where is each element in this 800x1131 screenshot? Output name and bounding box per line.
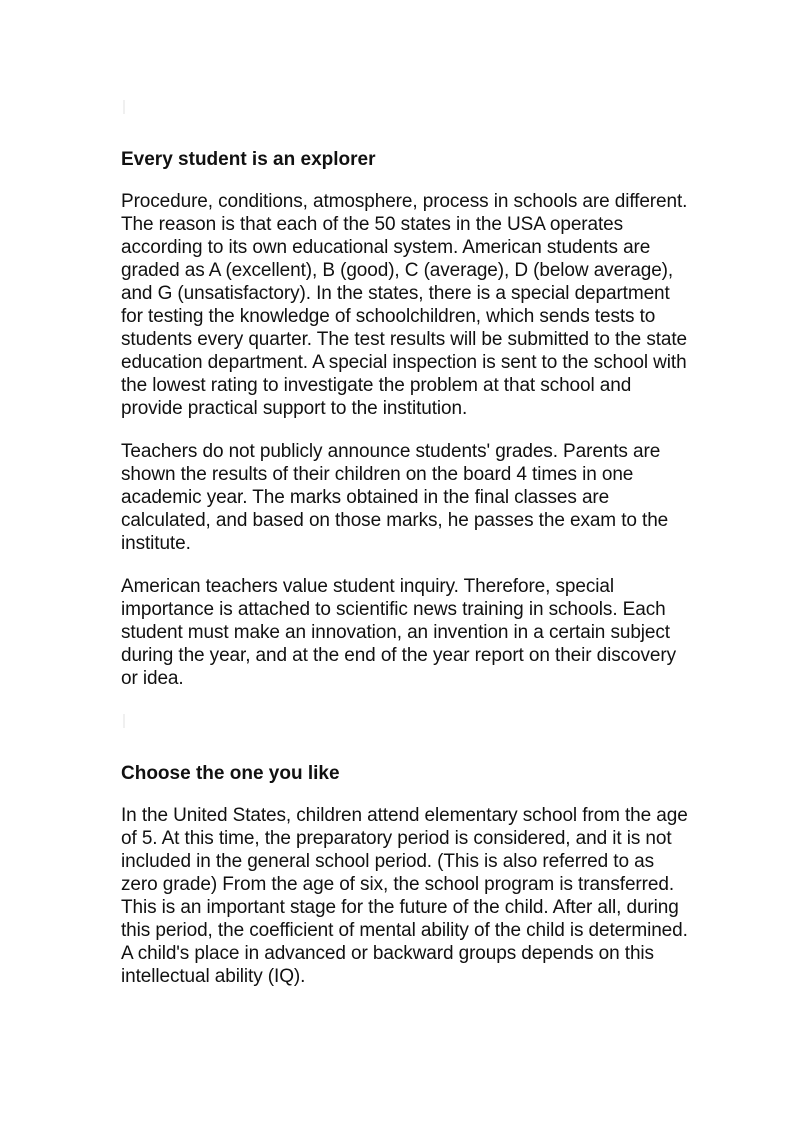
paragraph: In the United States, children attend elementary school from the age of 5. At this time, the preparatory period is considered, and it is not included in the general school period. (This is also referred to as zero grade) From the age of six, the school program is transferred. This is an important stage for the future of the child. After all, during this period, the coefficient of mental ability of the child is determined. A child's place in advanced or backward groups depends on this intellectual ability (IQ).: [121, 805, 688, 987]
section-heading-explorer: Every student is an explorer: [121, 149, 376, 170]
blank-line-marker: [123, 100, 125, 114]
paragraph: American teachers value student inquiry. Therefore, special importance is attached to scientific news training in schools. Each student must make an innovation, an invention in a certain subject during the year, and at the end of the year report on their discovery or idea.: [121, 576, 677, 689]
paragraph: Teachers do not publicly announce students' grades. Parents are shown the results of their children on the board 4 times in one academic year. The marks obtained in the final classes are calculated, and based on those marks, he passes the exam to the institute.: [121, 441, 669, 554]
paragraph: Procedure, conditions, atmosphere, process in schools are different. The reason is that each of the 50 states in the USA operates according to its own educational system. American students are graded as A (excellent), B (good), C (average), D (below average), and G (unsatisfactory). In the states, there is a special department for testing the knowledge of schoolchildren, which sends tests to students every quarter. The test results will be submitted to the state education department. A special inspection is sent to the school with the lowest rating to investigate the problem at that school and provide practical support to the institution.: [121, 191, 688, 419]
blank-line-marker: [123, 714, 125, 728]
section-heading-choose: Choose the one you like: [121, 763, 340, 784]
document-page: [121, 100, 691, 1008]
